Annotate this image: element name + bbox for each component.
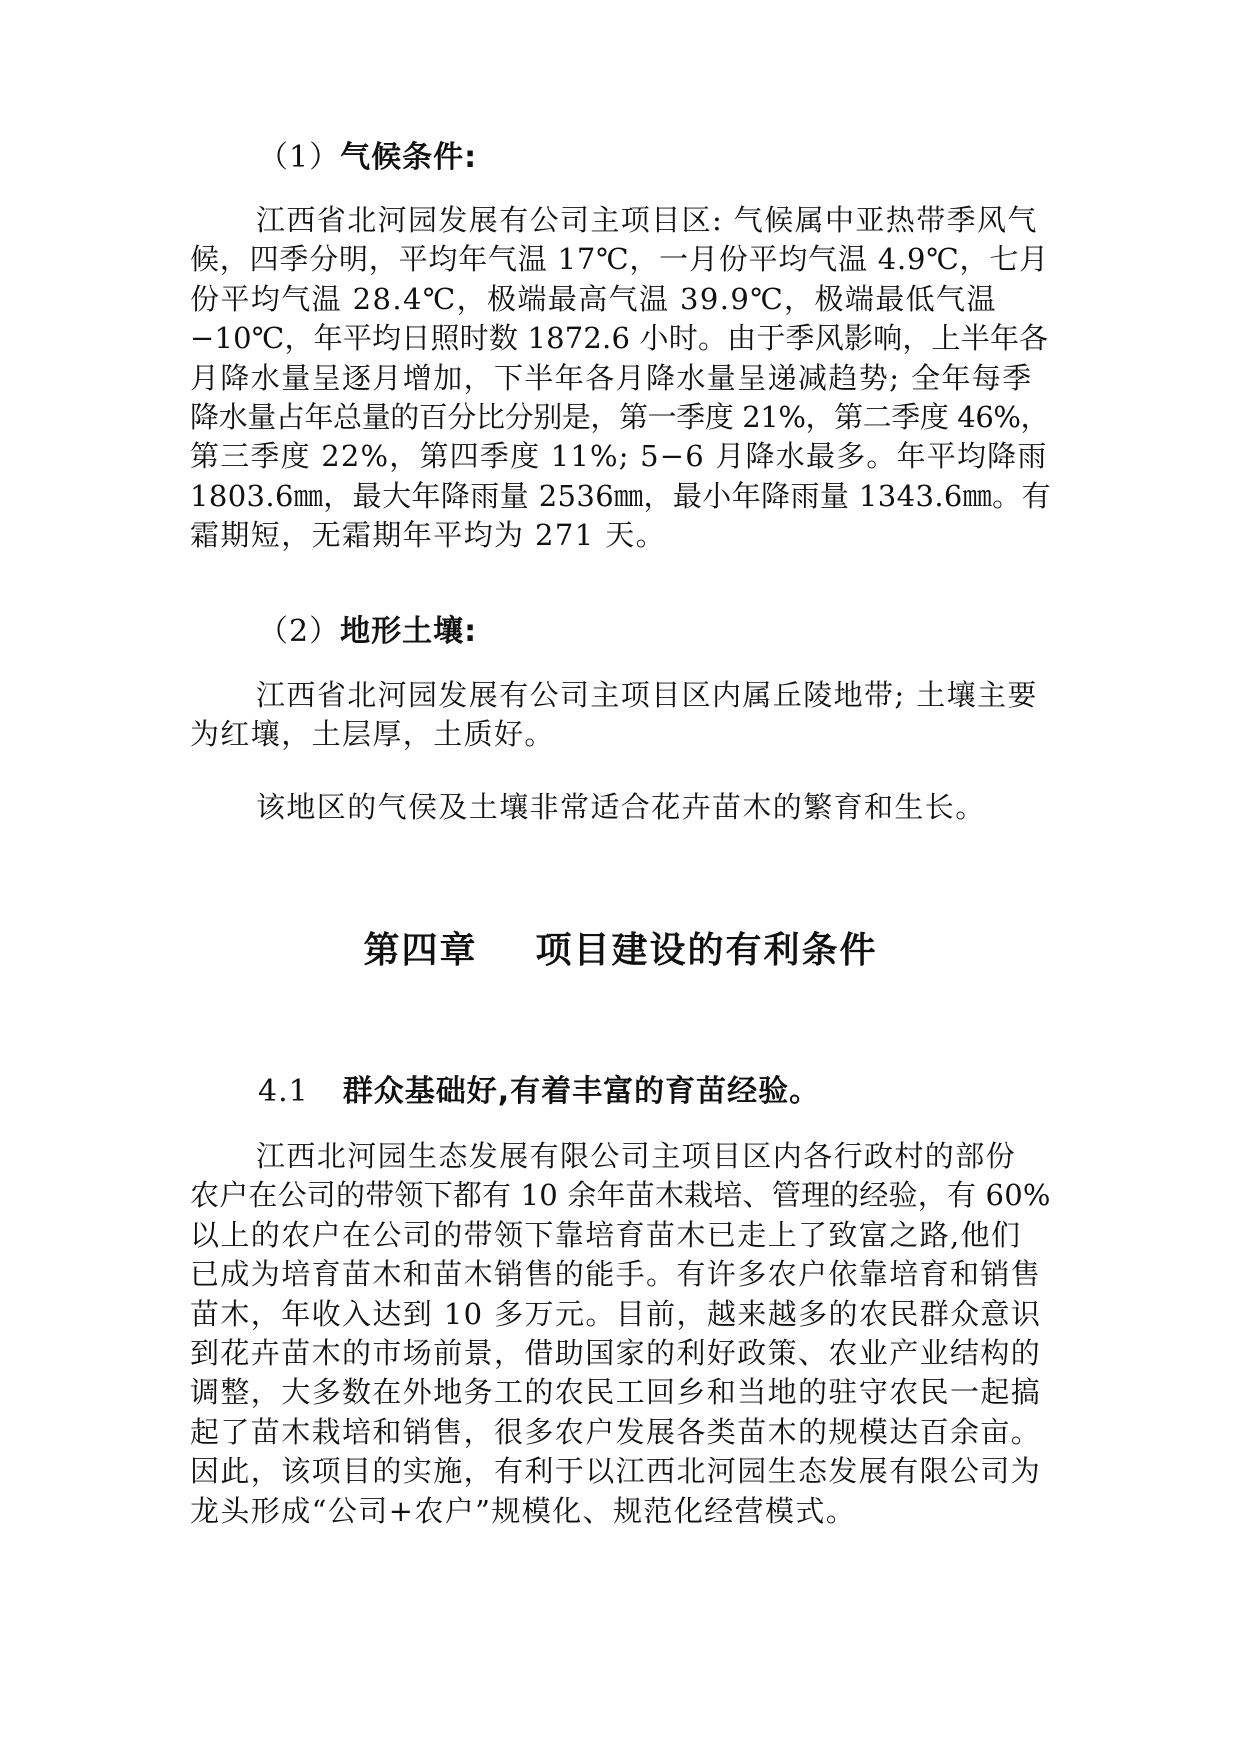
- paragraph-line: 月降水量呈逐月增加，下半年各月降水量呈递减趋势; 全年每季: [190, 360, 1033, 395]
- paragraph-line: 江西省北河园发展有公司主项目区内属丘陵地带; 土壤主要: [256, 678, 1038, 712]
- conclusion-paragraph: [190, 788, 1052, 827]
- chapter-number: 第四章: [363, 930, 478, 971]
- paragraph-line: 因此，该项目的实施，有利于以江西北河园生态发展有限公司为: [190, 1454, 1042, 1489]
- section-title: 气候条件:: [340, 140, 478, 175]
- paragraph-line: 已成为培育苗木和苗木销售的能手。有许多农户依靠培育和销售: [190, 1257, 1042, 1292]
- terrain-paragraph: [190, 676, 1052, 755]
- section-title: 地形土壤:: [340, 614, 478, 649]
- subsection-paragraph: [190, 1137, 1052, 1531]
- section-number: （1）: [258, 140, 341, 175]
- paragraph-line: 农户在公司的带领下都有 10 余年苗木栽培、管理的经验，有 60%: [190, 1178, 1051, 1213]
- subsection-heading: [258, 1072, 820, 1112]
- paragraph-line: 第三季度 22%，第四季度 11%; 5−6 月降水最多。年平均降雨: [190, 439, 1048, 474]
- paragraph-line: 到花卉苗木的市场前景，借助国家的利好政策、农业产业结构的: [190, 1336, 1042, 1371]
- paragraph-line: 份平均气温 28.4℃，极端最高气温 39.9℃，极端最低气温: [190, 281, 997, 316]
- paragraph-line: 起了苗木栽培和销售，很多农户发展各类苗木的规模达百余亩。: [190, 1414, 1042, 1449]
- paragraph-line: 江西省北河园发展有公司主项目区: 气候属中亚热带季风气: [256, 203, 1038, 237]
- paragraph-line: 霜期短，无霜期年平均为 271 天。: [190, 518, 666, 553]
- paragraph-line: 龙头形成“公司+农户”规模化、规范化经营模式。: [190, 1493, 857, 1528]
- paragraph-line: 降水量占年总量的百分比分别是，第一季度 21%，第二季度 46%，: [190, 400, 1050, 435]
- paragraph-line: 该地区的气侯及土壤非常适合花卉苗木的繁育和生长。: [256, 790, 986, 824]
- paragraph-line: 苗木，年收入达到 10 多万元。目前，越来越多的农民群众意识: [190, 1296, 1042, 1331]
- paragraph-line: 调整，大多数在外地务工的农民工回乡和当地的驻守农民一起搞: [190, 1375, 1042, 1410]
- paragraph-line: 候，四季分明，平均年气温 17℃，一月份平均气温 4.9℃，七月: [190, 242, 1049, 277]
- climate-paragraph: [190, 201, 1052, 556]
- chapter-title: [0, 928, 1241, 974]
- subsection-number: 4.1: [258, 1074, 309, 1109]
- paragraph-line: 以上的农户在公司的带领下靠培育苗木已走上了致富之路,他们: [190, 1217, 1022, 1252]
- paragraph-line: −10℃，年平均日照时数 1872.6 小时。由于季风影响，上半年各: [190, 321, 1049, 356]
- paragraph-line: 江西北河园生态发展有限公司主项目区内各行政村的部份: [256, 1139, 1017, 1173]
- chapter-heading: 项目建设的有利条件: [535, 930, 878, 971]
- section-heading-terrain: [258, 612, 477, 652]
- section-number: （2）: [258, 614, 341, 649]
- paragraph-line: 为红壤，土层厚，土质好。: [190, 717, 555, 752]
- subsection-title: 群众基础好,有着丰富的育苗经验。: [342, 1074, 821, 1109]
- section-heading-climate: [258, 138, 477, 178]
- paragraph-line: 1803.6㎜，最大年降雨量 2536㎜，最小年降雨量 1343.6㎜。有: [190, 478, 1051, 513]
